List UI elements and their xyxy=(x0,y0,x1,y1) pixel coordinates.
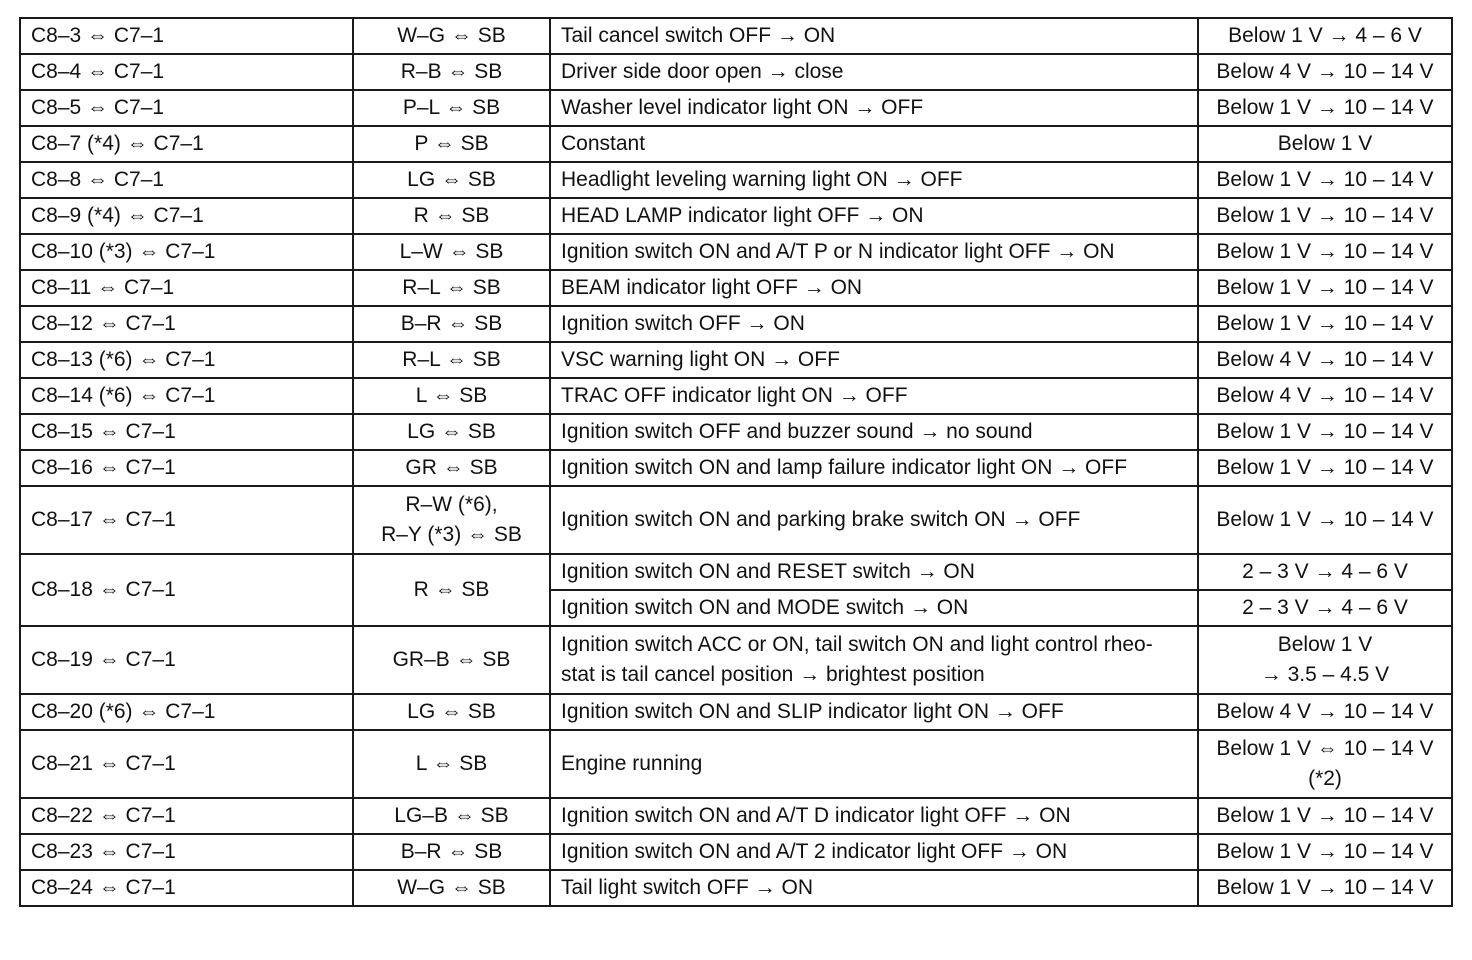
condition-cell: Constant xyxy=(550,126,1198,162)
condition-cell: Ignition switch ON and parking brake switch ON → OFF xyxy=(550,486,1198,554)
terminal-cell: C8–7 (*4) ⇔ C7–1 xyxy=(20,126,353,162)
table-row xyxy=(20,486,1452,554)
condition-line: stat is tail cancel position → brightest position xyxy=(561,663,985,686)
condition-cell: Ignition switch ON and A/T D indicator light OFF → ON xyxy=(550,798,1198,834)
specified-condition-cell: 2 – 3 V → 4 – 6 V xyxy=(1198,590,1452,626)
table-row xyxy=(20,626,1452,694)
wiring-color-line: R–Y (*3) ⇔ SB xyxy=(381,523,522,546)
wiring-color-cell: R–L ⇔ SB xyxy=(353,342,550,378)
condition-cell: Ignition switch ON and lamp failure indicator light ON → OFF xyxy=(550,450,1198,486)
table-row xyxy=(20,798,1452,834)
condition-cell: Driver side door open → close xyxy=(550,54,1198,90)
specified-condition-cell: Below 1 V → 10 – 14 V xyxy=(1198,306,1452,342)
terminal-cell: C8–13 (*6) ⇔ C7–1 xyxy=(20,342,353,378)
table-row xyxy=(20,198,1452,234)
terminal-cell: C8–23 ⇔ C7–1 xyxy=(20,834,353,870)
terminal-cell: C8–22 ⇔ C7–1 xyxy=(20,798,353,834)
terminal-cell: C8–5 ⇔ C7–1 xyxy=(20,90,353,126)
table-row xyxy=(20,306,1452,342)
condition-cell: BEAM indicator light OFF → ON xyxy=(550,270,1198,306)
specified-condition-cell: Below 1 V → 10 – 14 V xyxy=(1198,198,1452,234)
table-row xyxy=(20,90,1452,126)
wiring-color-cell: W–G ⇔ SB xyxy=(353,870,550,906)
condition-line: Ignition switch ACC or ON, tail switch ON and light control rheo- xyxy=(561,633,1153,656)
specified-condition-cell: Below 4 V → 10 – 14 V xyxy=(1198,694,1452,730)
terminal-cell: C8–24 ⇔ C7–1 xyxy=(20,870,353,906)
spec-line: Below 1 V xyxy=(1277,633,1373,656)
specified-condition-cell: Below 1 V → 10 – 14 V xyxy=(1198,834,1452,870)
terminal-cell: C8–17 ⇔ C7–1 xyxy=(20,486,353,554)
wiring-color-cell: L ⇔ SB xyxy=(353,730,550,798)
condition-cell: Tail light switch OFF → ON xyxy=(550,870,1198,906)
terminal-cell: C8–20 (*6) ⇔ C7–1 xyxy=(20,694,353,730)
wiring-color-cell: B–R ⇔ SB xyxy=(353,834,550,870)
specified-condition-cell: Below 1 V → 10 – 14 V xyxy=(1198,870,1452,906)
wiring-color-cell: W–G ⇔ SB xyxy=(353,18,550,54)
spec-line: (*2) xyxy=(1308,767,1342,790)
specified-condition-cell: Below 4 V → 10 – 14 V xyxy=(1198,342,1452,378)
condition-cell: Tail cancel switch OFF → ON xyxy=(550,18,1198,54)
wiring-color-cell: GR ⇔ SB xyxy=(353,450,550,486)
specified-condition-cell: Below 1 V xyxy=(1198,126,1452,162)
condition-cell: Engine running xyxy=(550,730,1198,798)
condition-cell xyxy=(550,626,1198,694)
table-row xyxy=(20,18,1452,54)
terminal-cell: C8–10 (*3) ⇔ C7–1 xyxy=(20,234,353,270)
table-row xyxy=(20,54,1452,90)
wiring-color-cell: LG ⇔ SB xyxy=(353,414,550,450)
specified-condition-cell: Below 1 V → 10 – 14 V xyxy=(1198,90,1452,126)
condition-cell: VSC warning light ON → OFF xyxy=(550,342,1198,378)
terminal-cell: C8–4 ⇔ C7–1 xyxy=(20,54,353,90)
specified-condition-cell xyxy=(1198,730,1452,798)
wiring-color-cell: LG–B ⇔ SB xyxy=(353,798,550,834)
table-row xyxy=(20,694,1452,730)
terminal-cell: C8–14 (*6) ⇔ C7–1 xyxy=(20,378,353,414)
table-row xyxy=(20,378,1452,414)
specified-condition-cell: Below 1 V → 10 – 14 V xyxy=(1198,270,1452,306)
wiring-color-cell: GR–B ⇔ SB xyxy=(353,626,550,694)
condition-cell: Headlight leveling warning light ON → OFF xyxy=(550,162,1198,198)
terminal-cell: C8–19 ⇔ C7–1 xyxy=(20,626,353,694)
wiring-color-cell: P ⇔ SB xyxy=(353,126,550,162)
condition-cell: Ignition switch ON and A/T P or N indicator light OFF → ON xyxy=(550,234,1198,270)
terminal-cell: C8–15 ⇔ C7–1 xyxy=(20,414,353,450)
terminal-cell: C8–12 ⇔ C7–1 xyxy=(20,306,353,342)
table-row xyxy=(20,270,1452,306)
wiring-color-cell: L ⇔ SB xyxy=(353,378,550,414)
specified-condition-cell: Below 1 V → 10 – 14 V xyxy=(1198,798,1452,834)
wiring-color-cell xyxy=(353,486,550,554)
terminal-voltage-table xyxy=(19,17,1453,907)
table-row xyxy=(20,450,1452,486)
table-row xyxy=(20,126,1452,162)
table-row xyxy=(20,730,1452,798)
wiring-color-cell: P–L ⇔ SB xyxy=(353,90,550,126)
specified-condition-cell xyxy=(1198,626,1452,694)
condition-cell: Ignition switch ON and MODE switch → ON xyxy=(550,590,1198,626)
table-row xyxy=(20,162,1452,198)
wiring-color-cell: LG ⇔ SB xyxy=(353,694,550,730)
terminal-cell: C8–9 (*4) ⇔ C7–1 xyxy=(20,198,353,234)
terminal-cell: C8–11 ⇔ C7–1 xyxy=(20,270,353,306)
table-row xyxy=(20,234,1452,270)
table-row xyxy=(20,414,1452,450)
terminal-cell: C8–18 ⇔ C7–1 xyxy=(20,554,353,626)
wiring-color-cell: R–L ⇔ SB xyxy=(353,270,550,306)
condition-cell: Ignition switch ON and SLIP indicator light ON → OFF xyxy=(550,694,1198,730)
terminal-cell: C8–8 ⇔ C7–1 xyxy=(20,162,353,198)
spec-line: Below 1 V ⇔ 10 – 14 V xyxy=(1216,737,1434,760)
terminal-cell: C8–21 ⇔ C7–1 xyxy=(20,730,353,798)
table-row xyxy=(20,342,1452,378)
specified-condition-cell: 2 – 3 V → 4 – 6 V xyxy=(1198,554,1452,590)
condition-cell: HEAD LAMP indicator light OFF → ON xyxy=(550,198,1198,234)
terminal-cell: C8–3 ⇔ C7–1 xyxy=(20,18,353,54)
specified-condition-cell: Below 1 V → 10 – 14 V xyxy=(1198,450,1452,486)
specified-condition-cell: Below 4 V → 10 – 14 V xyxy=(1198,54,1452,90)
condition-cell: Ignition switch ON and RESET switch → ON xyxy=(550,554,1198,590)
condition-cell: Ignition switch ON and A/T 2 indicator light OFF → ON xyxy=(550,834,1198,870)
condition-cell: Washer level indicator light ON → OFF xyxy=(550,90,1198,126)
specified-condition-cell: Below 4 V → 10 – 14 V xyxy=(1198,378,1452,414)
wiring-color-cell: LG ⇔ SB xyxy=(353,162,550,198)
terminal-cell: C8–16 ⇔ C7–1 xyxy=(20,450,353,486)
condition-cell: TRAC OFF indicator light ON → OFF xyxy=(550,378,1198,414)
spec-line: → 3.5 – 4.5 V xyxy=(1260,663,1390,686)
table-row xyxy=(20,554,1452,590)
specified-condition-cell: Below 1 V → 4 – 6 V xyxy=(1198,18,1452,54)
specified-condition-cell: Below 1 V → 10 – 14 V xyxy=(1198,486,1452,554)
specified-condition-cell: Below 1 V → 10 – 14 V xyxy=(1198,234,1452,270)
table-row xyxy=(20,834,1452,870)
wiring-color-cell: R–B ⇔ SB xyxy=(353,54,550,90)
specified-condition-cell: Below 1 V → 10 – 14 V xyxy=(1198,162,1452,198)
wiring-color-cell: R ⇔ SB xyxy=(353,198,550,234)
wiring-color-cell: L–W ⇔ SB xyxy=(353,234,550,270)
specified-condition-cell: Below 1 V → 10 – 14 V xyxy=(1198,414,1452,450)
condition-cell: Ignition switch OFF → ON xyxy=(550,306,1198,342)
wiring-color-line: R–W (*6), xyxy=(405,493,498,516)
wiring-color-cell: R ⇔ SB xyxy=(353,554,550,626)
table-row xyxy=(20,870,1452,906)
condition-cell: Ignition switch OFF and buzzer sound → no sound xyxy=(550,414,1198,450)
wiring-color-cell: B–R ⇔ SB xyxy=(353,306,550,342)
